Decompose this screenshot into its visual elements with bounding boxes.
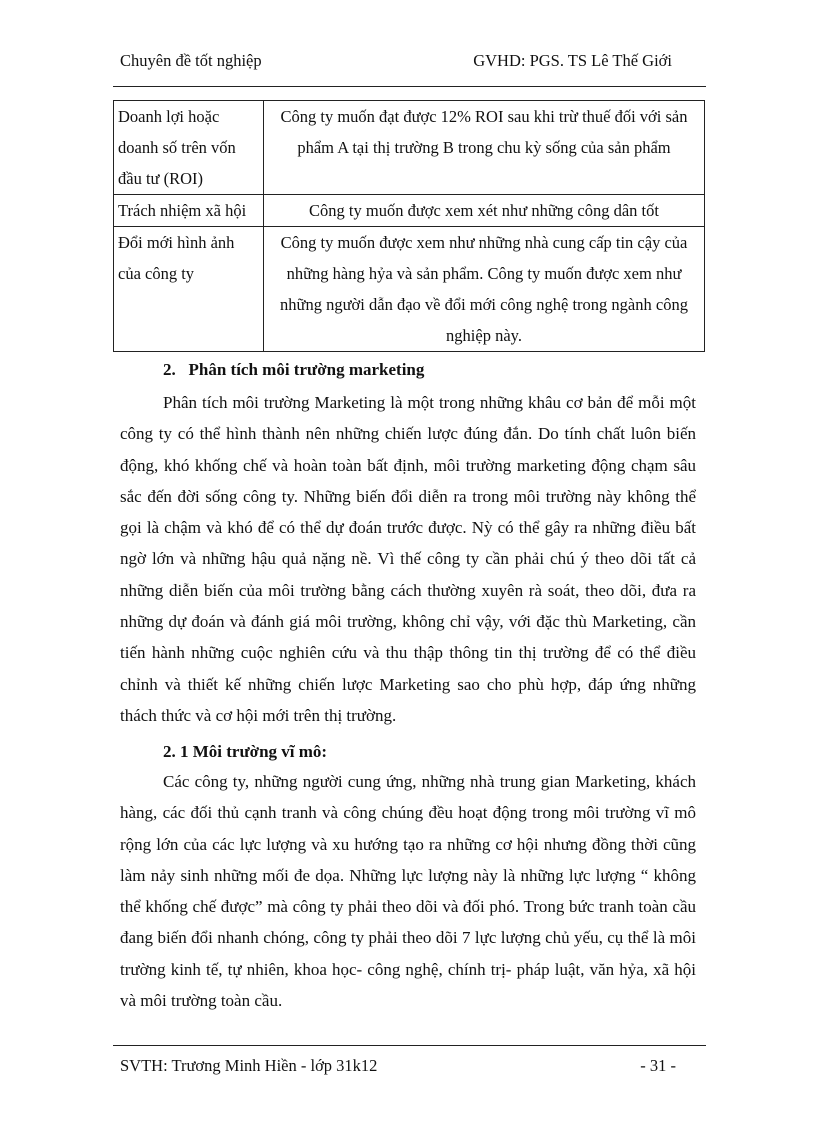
header-divider [113, 86, 706, 87]
page-number: - 31 - [640, 1056, 676, 1075]
header-advisor: GVHD: PGS. TS Lê Thế Giới [473, 51, 672, 70]
body-paragraph: Phân tích môi trường Marketing là một trong những khâu cơ bản để mỗi một công ty có thể hình thành nên những chiến lược đúng đắn. Do tính chất luôn biến động, khó khống chế và hoàn toàn bất định, môi trường marketing động chạm sâu sắc đến đời sống công ty. Những biến đổi diễn ra trong môi trường này không thể gọi là chậm và khó để có thể dự đoán trước được. Nỳ có thể gây ra những điều bất ngờ lớn và những hậu quả nặng nề. Vì thế công ty cần phải chú ý theo dõi tất cả những diễn biến của môi trường bằng cách thường xuyên rà soát, theo dõi, đưa ra những dự đoán và đánh giá môi trường, không chỉ vậy, với đặc thù Marketing, cần tiến hành những cuộc nghiên cứu và thu thập thông tin thị trường để có thể điều chỉnh và thiết kế những chiến lược Marketing sao cho phù hợp, đáp ứng những thách thức và cơ hội mới trên thị trường. [120, 393, 696, 725]
table-cell-value: Công ty muốn đạt được 12% ROI sau khi trừ thuế đối với sản phẩm A tại thị trường B trong chu kỳ sống của sản phẩm [264, 101, 705, 195]
header-document-title: Chuyên đề tốt nghiệp [120, 51, 262, 70]
objectives-table [113, 100, 705, 352]
table-row [114, 101, 705, 195]
subsection-heading: 2. 1 Môi trường vĩ mô: [163, 742, 328, 761]
table-row [114, 227, 705, 352]
table-cell-label: Đổi mới hình ảnh của công ty [114, 227, 264, 352]
table-row [114, 195, 705, 227]
table-cell-value: Công ty muốn được xem như những nhà cung cấp tin cậy của những hàng hỷa và sản phẩm. Công ty muốn được xem như những người dẫn đạo về đổi mới công nghệ trong ngành công nghiệp này. [264, 227, 705, 352]
table-cell-label: Trách nhiệm xã hội [114, 195, 264, 227]
table-cell-value: Công ty muốn được xem xét như những công dân tốt [264, 195, 705, 227]
table-cell-label: Doanh lợi hoặc doanh số trên vốn đầu tư (ROI) [114, 101, 264, 195]
section-heading: 2. Phân tích môi trường marketing [163, 360, 425, 379]
footer-divider [113, 1045, 706, 1046]
body-paragraph: Các công ty, những người cung ứng, những nhà trung gian Marketing, khách hàng, các đối thủ cạnh tranh và công chúng đều hoạt động trong môi trường vĩ mô rộng lớn của các lực lượng và xu hướng tạo ra những cơ hội nhưng đồng thời cũng làm nảy sinh những mối đe dọa. Những lực lượng này là những lực lượng “ không thể khống chế được” mà công ty phải theo dõi và đối phó. Trong bức tranh toàn cầu đang biến đổi nhanh chóng, công ty phải theo dõi 7 lực lượng chủ yếu, cụ thể là môi trường kinh tế, tự nhiên, khoa học- công nghệ, chính trị- pháp luật, văn hỷa, xã hội và môi trường toàn cầu. [120, 772, 696, 1011]
page-header [120, 51, 672, 73]
footer-author: SVTH: Trương Minh Hiền - lớp 31k12 [120, 1056, 378, 1075]
page-footer [120, 1056, 676, 1078]
